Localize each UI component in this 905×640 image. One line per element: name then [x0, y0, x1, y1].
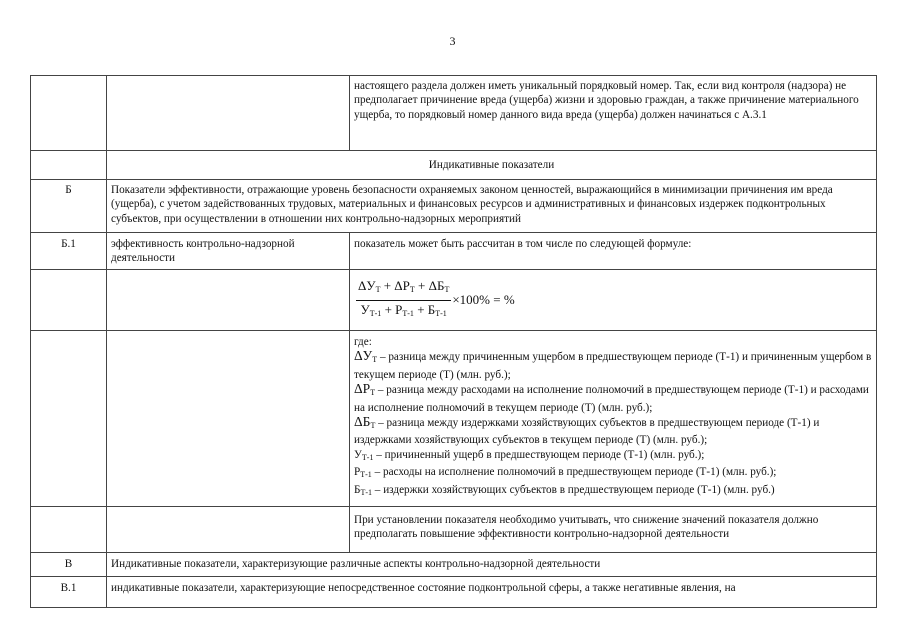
cell-code: В.1	[31, 577, 107, 608]
cell-code	[31, 76, 107, 151]
cell-formula	[350, 270, 877, 331]
cell-code: В	[31, 553, 107, 577]
table-row	[31, 180, 877, 233]
cell-section-text: индикативные показатели, характеризующие непосредственное состояние подконтрольной сферы, а также негативные явления, на	[107, 577, 877, 608]
cell-section-text: Показатели эффективности, отражающие уровень безопасности охраняемых законом ценностей, выражающийся в минимизации причинения им вреда (ущерба), с учетом задействованных трудовых, материальных и финансовых ресурсов и административных и финансовых издержек подконтрольных субъектов, при осуществлении в отношении них контрольно-надзорных мероприятий	[107, 180, 877, 233]
cell-description: При установлении показателя необходимо учитывать, что снижение значений показателя должно предполагать повышение эффективности контрольно-надзорной деятельности	[350, 507, 877, 553]
formula-denominator: $У_{Т-1} + Р_{Т-1} + Б_{Т-1}$	[360, 301, 447, 318]
indicators-table	[30, 75, 877, 608]
cell-code: Б	[31, 180, 107, 233]
table-row	[31, 233, 877, 270]
cell-code	[31, 507, 107, 553]
page-number: 3	[449, 34, 456, 48]
cell-code: Б.1	[31, 233, 107, 270]
cell-code	[31, 270, 107, 331]
legend-item: $\Delta Б_Т$ – разница между издержками хозяйствующих субъектов в предшествующем периоде (Т-1) и издержками хозяйствующих субъектов в текущем периоде (Т) (млн. руб.);	[354, 414, 820, 447]
table-row	[31, 553, 877, 577]
table-row	[31, 507, 877, 553]
formula-numerator: $\Delta У_Т + \Delta Р_Т + \Delta Б_Т$	[356, 279, 451, 300]
cell-name	[107, 331, 350, 507]
legend-where: где:	[354, 336, 372, 348]
legend-item: $\Delta Р_Т$ – разница между расходами на исполнение полномочий в предшествующем периоде (Т-1) и расходами на исполнение полномочий в текущем периоде (Т) (млн. руб.);	[354, 381, 869, 414]
formula-fraction	[356, 279, 451, 321]
cell-code	[31, 331, 107, 507]
cell-legend	[350, 331, 877, 507]
table-row	[31, 76, 877, 151]
table-row	[31, 577, 877, 608]
legend-item: $Б_{Т-1}$ – издержки хозяйствующих субъектов в предшествующем периоде (Т-1) (млн. руб.)	[354, 483, 775, 497]
cell-description: настоящего раздела должен иметь уникальный порядковый номер. Так, если вид контроля (надзора) не предполагает причинение вреда (ущерба) жизни и здоровью граждан, а также причинение материального ущерба, то порядковый номер данного вида вреда (ущерба) должен начинаться с А.3.1	[350, 76, 877, 151]
cell-section-text: Индикативные показатели, характеризующие различные аспекты контрольно-надзорной деятельности	[107, 553, 877, 577]
cell-code	[31, 151, 107, 180]
table-row	[31, 331, 877, 507]
table-row	[31, 270, 877, 331]
section-title: Индикативные показатели	[107, 151, 877, 180]
cell-name	[107, 270, 350, 331]
table-row	[31, 151, 877, 180]
efficiency-formula	[356, 279, 515, 321]
cell-name	[107, 76, 350, 151]
legend-item: $У_{Т-1}$ – причиненный ущерб в предшествующем периоде (Т-1) (млн. руб.);	[354, 448, 705, 462]
legend-item: $Р_{Т-1}$ – расходы на исполнение полномочий в предшествующем периоде (Т-1) (млн. руб.);	[354, 466, 777, 480]
cell-description: показатель может быть рассчитан в том числе по следующей формуле:	[350, 233, 877, 270]
cell-name: эффективность контрольно-надзорной деятельности	[107, 233, 350, 270]
cell-name	[107, 507, 350, 553]
legend-item: $\Delta У_Т$ – разница между причиненным ущербом в предшествующем периоде (Т-1) и причиненным ущербом в текущем периоде (Т) (млн. руб.);	[354, 348, 872, 381]
formula-tail: ×100% = %	[452, 291, 515, 307]
